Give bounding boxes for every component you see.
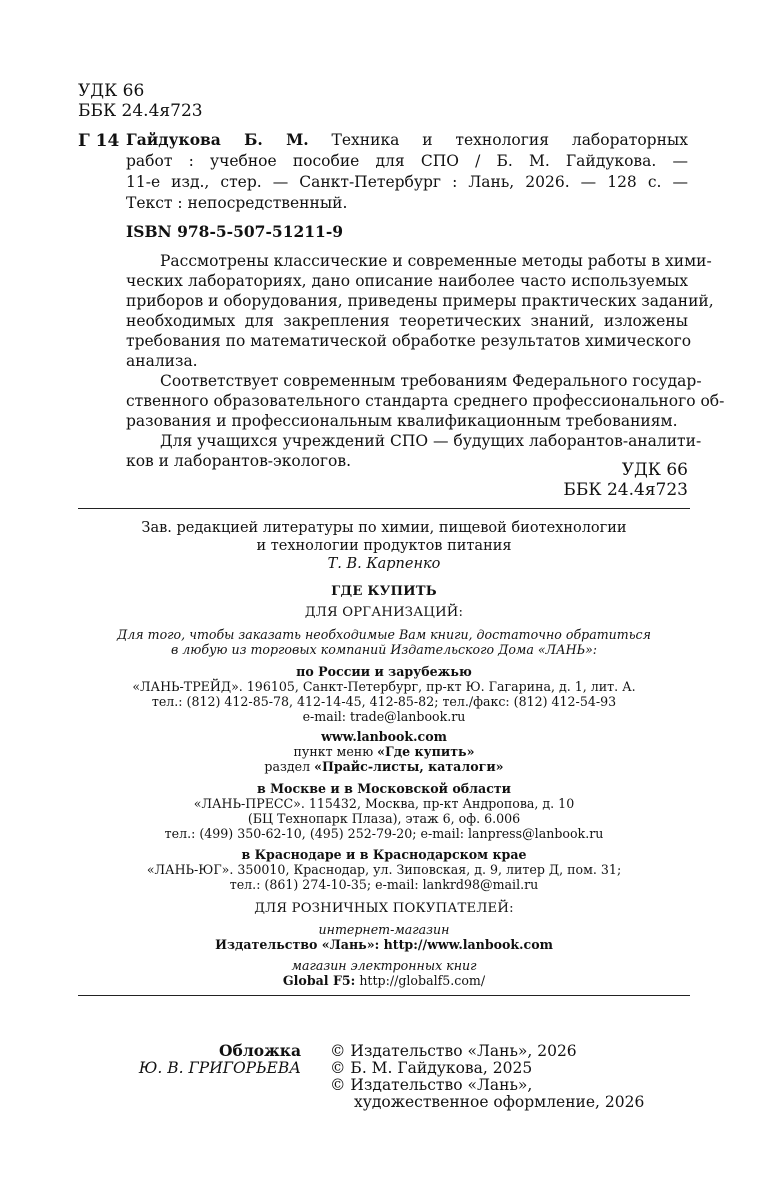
- bib-title: Техника и технология лабораторных: [308, 131, 688, 149]
- udk-top: УДК 66: [78, 81, 145, 101]
- isbn: ISBN 978-5-507-51211-9: [126, 222, 344, 241]
- krasnodar-line: тел.: (861) 274-10-35; e-mail: lankrd98@mail.ru: [229, 877, 539, 892]
- author-sign: Г 14: [78, 131, 120, 151]
- krasnodar-line: «ЛАНЬ-ЮГ». 350010, Краснодар, ул. Зиповская, д. 9, литер Д, пом. 31;: [146, 862, 622, 877]
- bbk-bottom: ББК 24.4я723: [563, 480, 688, 500]
- global-f5-line: [78, 973, 690, 989]
- krasnodar-title: в Краснодаре и в Краснодарском крае: [241, 847, 527, 862]
- cover-label: Обложка: [219, 1041, 301, 1060]
- internet-shop-label: интернет-магазин: [318, 922, 450, 937]
- annotation-line: анализа.: [126, 352, 198, 370]
- udk-bottom: УДК 66: [621, 460, 688, 480]
- web-section-line: [78, 759, 690, 775]
- web-section-item: «Прайс-листы, каталоги»: [314, 759, 504, 774]
- web-section-prefix: раздел: [264, 759, 315, 774]
- bib-line-4: Текст : непосредственный.: [126, 194, 348, 212]
- copyright-line: художественное оформление, 2026: [354, 1093, 645, 1111]
- web-menu-item: «Где купить»: [377, 744, 475, 759]
- annotation-line: Рассмотрены классические и современные методы работы в хими-: [160, 252, 712, 270]
- editor-line-1: Зав. редакцией литературы по химии, пищевой биотехнологии: [141, 520, 627, 536]
- copyright-line: © Б. М. Гайдукова, 2025: [330, 1059, 533, 1077]
- copyright-line: © Издательство «Лань», 2026: [330, 1042, 577, 1060]
- divider: [78, 508, 690, 509]
- annotation-line: Соответствует современным требованиям Федерального государ-: [160, 372, 702, 390]
- retail-title: ДЛЯ РОЗНИЧНЫХ ПОКУПАТЕЛЕЙ:: [254, 901, 514, 916]
- moscow-title: в Москве и в Московской области: [256, 781, 512, 796]
- moscow-line: тел.: (499) 350-62-10, (495) 252-79-20; e-mail: lanpress@lanbook.ru: [164, 826, 604, 841]
- russia-title: по России и зарубежью: [296, 664, 472, 679]
- cover-author: Ю. В. ГРИГОРЬЕВА: [138, 1059, 301, 1077]
- publisher-site: Издательство «Лань»: http://www.lanbook.com: [215, 937, 553, 952]
- editor-line-2: и технологии продуктов питания: [256, 538, 512, 554]
- where-to-buy-title: ГДЕ КУПИТЬ: [331, 584, 437, 599]
- bib-line-1: [126, 130, 688, 150]
- ebook-shop-label: магазин электронных книг: [291, 958, 477, 973]
- website: www.lanbook.com: [321, 729, 447, 744]
- annotation-line: приборов и оборудования, приведены примеры практических заданий,: [126, 292, 714, 310]
- moscow-line: (БЦ Технопарк Плаза), этаж 6, оф. 6.006: [247, 811, 521, 826]
- org-title: ДЛЯ ОРГАНИЗАЦИЙ:: [304, 605, 464, 620]
- org-intro-line: в любую из торговых компаний Издательского Дома «ЛАНЬ»:: [170, 642, 598, 657]
- org-intro-line: Для того, чтобы заказать необходимые Вам книги, достаточно обратиться: [117, 627, 651, 642]
- web-menu-line: [78, 744, 690, 760]
- annotation-line: Для учащихся учреждений СПО — будущих лаборантов-аналити-: [160, 432, 702, 450]
- moscow-line: «ЛАНЬ-ПРЕСС». 115432, Москва, пр-кт Андропова, д. 10: [193, 796, 575, 811]
- bib-line-2: работ : учебное пособие для СПО / Б. М. Гайдукова. —: [126, 152, 688, 170]
- bib-author: Гайдукова Б. М.: [126, 130, 309, 149]
- annotation-line: ческих лабораториях, дано описание наиболее часто используемых: [126, 272, 688, 290]
- annotation-line: ков и лаборантов-экологов.: [126, 452, 352, 470]
- annotation-line: ственного образовательного стандарта среднего профессионального об-: [126, 392, 725, 410]
- bib-line-3: 11-е изд., стер. — Санкт-Петербург : Лань, 2026. — 128 с. —: [126, 173, 688, 191]
- web-menu-prefix: пункт меню: [293, 744, 378, 759]
- russia-line: тел.: (812) 412-85-78, 412-14-45, 412-85-82; тел./факс: (812) 412-54-93: [151, 694, 617, 709]
- global-f5-url: http://globalf5.com/: [355, 973, 486, 988]
- annotation-line: разования и профессиональным квалификационным требованиям.: [126, 412, 678, 430]
- divider: [78, 995, 690, 996]
- annotation-line: необходимых для закрепления теоретических знаний, изложены: [126, 312, 688, 330]
- annotation-line: требования по математической обработке результатов химического: [126, 332, 692, 350]
- copyright-line: © Издательство «Лань»,: [330, 1076, 533, 1094]
- russia-line: «ЛАНЬ-ТРЕЙД». 196105, Санкт-Петербург, пр-кт Ю. Гагарина, д. 1, лит. А.: [132, 679, 636, 694]
- russia-line: e-mail: trade@lanbook.ru: [302, 709, 466, 724]
- bbk-top: ББК 24.4я723: [78, 101, 203, 121]
- editor-name: Т. В. Карпенко: [327, 556, 441, 572]
- global-f5-label: Global F5:: [282, 973, 356, 988]
